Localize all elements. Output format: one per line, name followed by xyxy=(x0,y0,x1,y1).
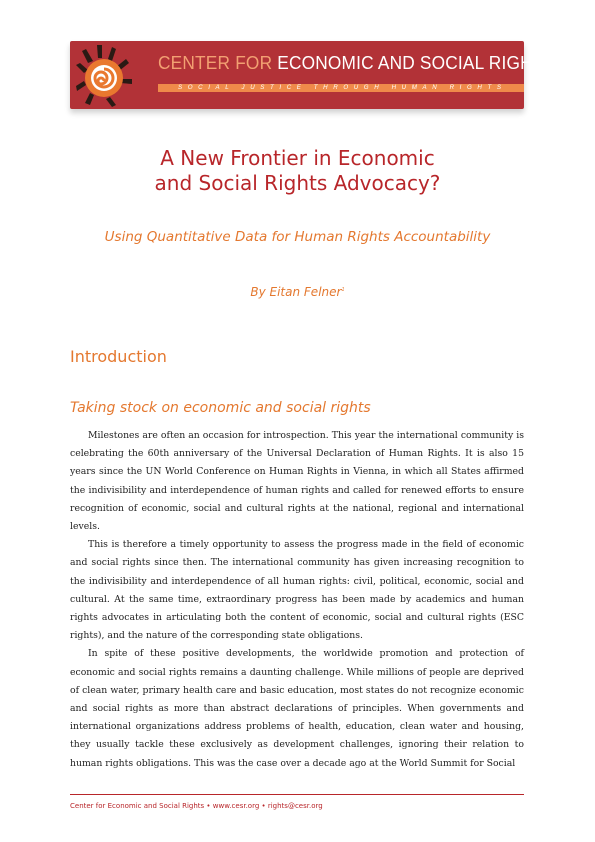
title-line-2: and Social Rights Advocacy? xyxy=(154,171,441,195)
hand-spiral-logo-icon xyxy=(74,43,138,107)
footnote-marker[interactable]: 1 xyxy=(341,287,345,293)
byline xyxy=(40,285,555,299)
document-subtitle: Using Quantitative Data for Human Rights Accountability xyxy=(104,229,491,245)
footer-text: Center for Economic and Social Rights • www.cesr.org • rights@cesr.org xyxy=(70,802,323,810)
org-name-rest: ECONOMIC AND SOCIAL RIGHTS xyxy=(277,53,556,73)
footer-divider xyxy=(70,794,524,795)
title-line-1: A New Frontier in Economic xyxy=(160,146,435,170)
author: By Eitan Felner xyxy=(250,285,342,299)
paragraph: This is therefore a timely opportunity to assess the progress made in the field of economic and social rights since then. The international community has given increasing recognition to the indivisibility and interdependence of all human rights: civil, political, economic, social and cultural. At the same time, extraordinary progress has been made by academics and human rights advocates in articulating both the content of economic, social and cultural rights (ESC rights), and the nature of the corresponding state obligations. xyxy=(70,539,524,642)
org-name xyxy=(158,53,555,74)
section-heading: Introduction xyxy=(70,347,167,366)
paragraph: Milestones are often an occasion for introspection. This year the international community is celebrating the 60th anniversary of the Universal Declaration of Human Rights. It is also 15 years since the UN World Conference on Human Rights in Vienna, in which all States affirmed the indivisibility and interdependence of human rights and called for renewed efforts to ensure recognition of economic, social and cultural rights at the national, regional and international levels. xyxy=(70,430,524,533)
body-text xyxy=(70,427,524,773)
paragraph: In spite of these positive developments, the worldwide promotion and protection of economic and social rights remains a daunting challenge. While millions of people are deprived of clean water, primary health care and basic education, most states do not recognize economic and social rights as more than abstract declarations of principles. When governments and international organizations address problems of health, education, clean water and housing, they usually tackle these exclusively as development challenges, ignoring their relation to human rights obligations. This was the case over a decade ago at the World Summit for Social xyxy=(70,648,524,769)
document-title xyxy=(60,146,535,196)
org-name-first: CENTER FOR xyxy=(158,53,273,73)
tagline: SOCIAL JUSTICE THROUGH HUMAN RIGHTS xyxy=(178,84,507,91)
subsection-heading: Taking stock on economic and social rights xyxy=(70,400,371,416)
header-banner xyxy=(70,41,556,109)
